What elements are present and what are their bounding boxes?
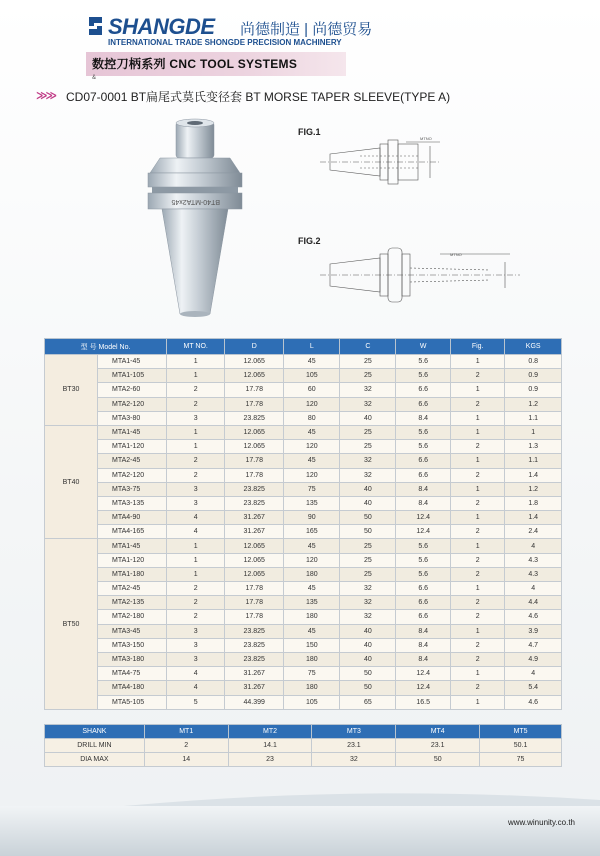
footer-bar xyxy=(0,806,600,856)
shank-cell: 14 xyxy=(144,753,228,767)
table-cell: 120 xyxy=(284,468,340,482)
table-cell: 165 xyxy=(284,525,340,539)
table-cell: 31.267 xyxy=(225,511,284,525)
table-cell: 0.8 xyxy=(505,355,562,369)
col-fig: Fig. xyxy=(450,339,504,355)
table-cell: 180 xyxy=(284,681,340,695)
table-cell: 1 xyxy=(167,553,225,567)
table-cell: 25 xyxy=(340,425,396,439)
table-cell: MTA4-90 xyxy=(97,511,166,525)
table-cell: 32 xyxy=(340,582,396,596)
spec-table-header xyxy=(45,339,562,355)
table-cell: MTA2-135 xyxy=(97,596,166,610)
table-cell: 1 xyxy=(505,425,562,439)
table-cell: 12.065 xyxy=(225,553,284,567)
table-cell: 6.6 xyxy=(396,596,451,610)
table-cell: 25 xyxy=(340,553,396,567)
table-cell: 4 xyxy=(505,539,562,553)
fig1-drawing xyxy=(320,132,470,192)
table-cell: 8.4 xyxy=(396,624,451,638)
table-cell: 4 xyxy=(505,582,562,596)
table-cell: 2 xyxy=(450,468,504,482)
table-cell: 1 xyxy=(450,454,504,468)
table-cell: 3.9 xyxy=(505,624,562,638)
shank-col-mt5: MT5 xyxy=(480,725,562,739)
table-cell: 120 xyxy=(284,440,340,454)
table-cell: 32 xyxy=(340,596,396,610)
table-cell: 50 xyxy=(340,681,396,695)
table-cell: 12.065 xyxy=(225,425,284,439)
table-cell: 2 xyxy=(450,596,504,610)
table-cell: 50 xyxy=(340,511,396,525)
table-cell: 135 xyxy=(284,496,340,510)
table-cell: 45 xyxy=(284,624,340,638)
table-cell: 8.4 xyxy=(396,411,451,425)
table-row xyxy=(45,383,562,397)
table-cell: MTA2-180 xyxy=(97,610,166,624)
table-cell: 4.6 xyxy=(505,695,562,709)
table-cell: 8.4 xyxy=(396,496,451,510)
table-cell: 5.6 xyxy=(396,567,451,581)
table-cell: 1.4 xyxy=(505,511,562,525)
col-model: 型 号 Model No. xyxy=(45,339,167,355)
table-row xyxy=(45,681,562,695)
table-cell: 2 xyxy=(167,596,225,610)
table-cell: 32 xyxy=(340,383,396,397)
table-cell: 50 xyxy=(340,525,396,539)
table-cell: 3 xyxy=(167,638,225,652)
table-cell: 120 xyxy=(284,553,340,567)
table-cell: 2 xyxy=(167,468,225,482)
table-cell: 31.267 xyxy=(225,681,284,695)
table-cell: 45 xyxy=(284,582,340,596)
table-cell: 180 xyxy=(284,652,340,666)
table-cell: 3 xyxy=(167,411,225,425)
table-cell: 17.78 xyxy=(225,397,284,411)
table-cell: 17.78 xyxy=(225,383,284,397)
table-row xyxy=(45,638,562,652)
product-title: CD07-0001 BT扁尾式莫氏变径套 BT MORSE TAPER SLEEVE(TYPE A) xyxy=(66,90,451,104)
table-cell: 23.825 xyxy=(225,638,284,652)
table-cell: 5.6 xyxy=(396,355,451,369)
table-cell: 45 xyxy=(284,355,340,369)
table-cell: 5.6 xyxy=(396,553,451,567)
table-cell: MTA3-180 xyxy=(97,652,166,666)
table-cell: 2 xyxy=(167,454,225,468)
table-cell: MTA1-180 xyxy=(97,567,166,581)
table-cell: 2 xyxy=(450,681,504,695)
table-cell: 5.6 xyxy=(396,369,451,383)
table-cell: MTA2-45 xyxy=(97,582,166,596)
brand-name-cn: 尚德制造 | 尚德贸易 xyxy=(240,21,373,38)
table-cell: 1 xyxy=(450,539,504,553)
table-cell: MTA2-120 xyxy=(97,397,166,411)
table-cell: 3 xyxy=(167,624,225,638)
table-cell: 8.4 xyxy=(396,638,451,652)
website-link[interactable]: www.winunity.co.th xyxy=(508,818,575,827)
table-cell: 5.6 xyxy=(396,440,451,454)
table-cell: 1 xyxy=(167,369,225,383)
table-cell: MTA1-105 xyxy=(97,369,166,383)
table-cell: 25 xyxy=(340,355,396,369)
table-cell: 44.399 xyxy=(225,695,284,709)
table-cell: 16.5 xyxy=(396,695,451,709)
table-cell: MTA2-60 xyxy=(97,383,166,397)
table-cell: 4 xyxy=(167,511,225,525)
table-cell: 25 xyxy=(340,567,396,581)
table-cell: 3 xyxy=(167,652,225,666)
table-cell: 12.065 xyxy=(225,440,284,454)
col-kgs: KGS xyxy=(505,339,562,355)
table-cell: 80 xyxy=(284,411,340,425)
table-cell: 150 xyxy=(284,638,340,652)
table-cell: 4 xyxy=(167,681,225,695)
table-row xyxy=(45,553,562,567)
table-cell: 17.78 xyxy=(225,468,284,482)
table-cell: 5.6 xyxy=(396,539,451,553)
table-cell: 105 xyxy=(284,369,340,383)
table-cell: 4.6 xyxy=(505,610,562,624)
table-row xyxy=(45,355,562,369)
table-cell: 6.6 xyxy=(396,610,451,624)
chevron-icon: ≫≫ xyxy=(36,90,56,102)
table-cell: 40 xyxy=(340,652,396,666)
table-cell: 45 xyxy=(284,454,340,468)
table-cell: MTA1-45 xyxy=(97,425,166,439)
shank-cell: 50.1 xyxy=(480,739,562,753)
table-cell: 40 xyxy=(340,482,396,496)
shank-cell: 23.1 xyxy=(312,739,396,753)
table-cell: MTA3-45 xyxy=(97,624,166,638)
table-cell: 1 xyxy=(167,539,225,553)
table-cell: 12.4 xyxy=(396,511,451,525)
shank-col-shank: SHANK xyxy=(45,725,145,739)
company-logo xyxy=(86,14,386,50)
table-row xyxy=(45,369,562,383)
table-cell: 1 xyxy=(450,411,504,425)
table-cell: 2 xyxy=(450,525,504,539)
table-cell: MTA5-105 xyxy=(97,695,166,709)
table-cell: MTA1-120 xyxy=(97,553,166,567)
shank-row xyxy=(45,753,562,767)
table-cell: 31.267 xyxy=(225,525,284,539)
table-cell: 2 xyxy=(450,567,504,581)
table-cell: 23.825 xyxy=(225,652,284,666)
table-cell: 1 xyxy=(450,383,504,397)
table-cell: MTA4-75 xyxy=(97,667,166,681)
table-cell: 32 xyxy=(340,610,396,624)
table-cell: 120 xyxy=(284,397,340,411)
table-row xyxy=(45,539,562,553)
table-cell: 32 xyxy=(340,454,396,468)
table-cell: 12.065 xyxy=(225,369,284,383)
shank-cell: 75 xyxy=(480,753,562,767)
shank-col-mt4: MT4 xyxy=(396,725,480,739)
table-row xyxy=(45,411,562,425)
table-row xyxy=(45,496,562,510)
table-cell: 5.6 xyxy=(396,425,451,439)
table-cell: 32 xyxy=(340,468,396,482)
table-cell: 1.1 xyxy=(505,411,562,425)
table-cell: 2 xyxy=(450,397,504,411)
table-cell: 3 xyxy=(167,482,225,496)
shank-cell: 23.1 xyxy=(396,739,480,753)
table-cell: 2 xyxy=(167,383,225,397)
table-cell: 1 xyxy=(450,582,504,596)
table-cell: 45 xyxy=(284,425,340,439)
table-cell: MTA1-45 xyxy=(97,539,166,553)
table-row xyxy=(45,596,562,610)
table-row xyxy=(45,397,562,411)
table-cell: 1 xyxy=(450,355,504,369)
group-label: BT50 xyxy=(45,539,98,709)
group-label: BT40 xyxy=(45,425,98,539)
shank-cell: DIA MAX xyxy=(45,753,145,767)
table-cell: 90 xyxy=(284,511,340,525)
category-mark: & xyxy=(92,75,97,81)
table-cell: 4 xyxy=(167,525,225,539)
table-cell: MTA1-45 xyxy=(97,355,166,369)
table-cell: 1 xyxy=(450,667,504,681)
table-cell: 31.267 xyxy=(225,667,284,681)
fig2-drawing xyxy=(320,244,520,306)
table-row xyxy=(45,482,562,496)
table-cell: 12.4 xyxy=(396,525,451,539)
table-cell: 12.065 xyxy=(225,567,284,581)
table-cell: 12.4 xyxy=(396,681,451,695)
table-cell: 4.9 xyxy=(505,652,562,666)
table-cell: 12.065 xyxy=(225,355,284,369)
table-cell: 6.6 xyxy=(396,454,451,468)
table-row xyxy=(45,525,562,539)
table-cell: 2 xyxy=(450,553,504,567)
table-cell: 45 xyxy=(284,539,340,553)
table-cell: MTA3-80 xyxy=(97,411,166,425)
table-row xyxy=(45,425,562,439)
table-cell: 17.78 xyxy=(225,596,284,610)
table-cell: 50 xyxy=(340,667,396,681)
fig2-dimension: MTNO xyxy=(450,252,462,257)
table-row xyxy=(45,468,562,482)
shank-col-mt1: MT1 xyxy=(144,725,228,739)
table-cell: 5.4 xyxy=(505,681,562,695)
product-photo xyxy=(140,118,250,318)
shank-cell: DRILL MIN xyxy=(45,739,145,753)
col-mt-no: MT NO. xyxy=(167,339,225,355)
fig2-label: FIG.2 xyxy=(298,236,321,246)
table-cell: 4 xyxy=(167,667,225,681)
table-cell: 17.78 xyxy=(225,454,284,468)
table-cell: 23.825 xyxy=(225,411,284,425)
table-cell: 25 xyxy=(340,440,396,454)
table-cell: 1.8 xyxy=(505,496,562,510)
table-cell: 4.3 xyxy=(505,567,562,581)
brand-subtitle: INTERNATIONAL TRADE SHONGDE PRECISION MACHINERY xyxy=(108,38,342,47)
shank-table xyxy=(44,724,562,767)
shank-cell: 23 xyxy=(228,753,312,767)
table-cell: 0.9 xyxy=(505,369,562,383)
table-cell: 23.825 xyxy=(225,496,284,510)
table-cell: 1.2 xyxy=(505,482,562,496)
table-cell: 2 xyxy=(450,440,504,454)
shank-col-mt3: MT3 xyxy=(312,725,396,739)
table-cell: MTA4-165 xyxy=(97,525,166,539)
table-cell: 1.1 xyxy=(505,454,562,468)
table-cell: 25 xyxy=(340,539,396,553)
shank-col-mt2: MT2 xyxy=(228,725,312,739)
col-w: W xyxy=(396,339,451,355)
table-cell: 1 xyxy=(167,425,225,439)
table-cell: MTA2-120 xyxy=(97,468,166,482)
table-cell: 2 xyxy=(450,496,504,510)
table-cell: MTA3-75 xyxy=(97,482,166,496)
table-cell: MTA3-135 xyxy=(97,496,166,510)
table-cell: 12.065 xyxy=(225,539,284,553)
photo-engraving: BT40-MTA2x45 xyxy=(171,198,220,205)
table-cell: MTA1-120 xyxy=(97,440,166,454)
table-cell: 2 xyxy=(167,610,225,624)
table-cell: 2 xyxy=(450,652,504,666)
table-cell: 2 xyxy=(450,369,504,383)
table-cell: 6.6 xyxy=(396,582,451,596)
table-cell: 1.4 xyxy=(505,468,562,482)
table-cell: 23.825 xyxy=(225,482,284,496)
table-cell: 75 xyxy=(284,482,340,496)
brand-name: SHANGDE xyxy=(108,14,215,39)
table-cell: 17.78 xyxy=(225,610,284,624)
table-cell: 1.2 xyxy=(505,397,562,411)
logo-mark-icon xyxy=(86,14,106,38)
table-cell: 6.6 xyxy=(396,397,451,411)
table-cell: 75 xyxy=(284,667,340,681)
table-row xyxy=(45,440,562,454)
table-cell: 2 xyxy=(450,638,504,652)
table-cell: 40 xyxy=(340,624,396,638)
table-cell: 65 xyxy=(340,695,396,709)
table-row xyxy=(45,567,562,581)
table-cell: 2 xyxy=(450,610,504,624)
table-cell: 60 xyxy=(284,383,340,397)
table-cell: 40 xyxy=(340,638,396,652)
table-cell: MTA4-180 xyxy=(97,681,166,695)
table-cell: 32 xyxy=(340,397,396,411)
fig1-dimension: MTNO xyxy=(420,136,432,141)
table-cell: 3 xyxy=(167,496,225,510)
shank-cell: 32 xyxy=(312,753,396,767)
table-cell: 2 xyxy=(167,397,225,411)
category-title: 数控刀柄系列 CNC TOOL SYSTEMS xyxy=(92,57,298,71)
group-label: BT30 xyxy=(45,355,98,426)
table-cell: 6.6 xyxy=(396,468,451,482)
shank-cell: 14.1 xyxy=(228,739,312,753)
table-cell: 2 xyxy=(167,582,225,596)
col-l: L xyxy=(284,339,340,355)
table-cell: 8.4 xyxy=(396,652,451,666)
table-row xyxy=(45,695,562,709)
table-cell: 1.3 xyxy=(505,440,562,454)
shank-table-header xyxy=(45,725,562,739)
table-cell: 0.9 xyxy=(505,383,562,397)
table-cell: MTA2-45 xyxy=(97,454,166,468)
table-cell: 25 xyxy=(340,369,396,383)
table-cell: 4.3 xyxy=(505,553,562,567)
table-row xyxy=(45,610,562,624)
table-cell: 180 xyxy=(284,567,340,581)
shank-cell: 50 xyxy=(396,753,480,767)
table-cell: 1 xyxy=(450,511,504,525)
table-cell: 1 xyxy=(167,355,225,369)
table-cell: 2.4 xyxy=(505,525,562,539)
table-row xyxy=(45,624,562,638)
table-cell: 8.4 xyxy=(396,482,451,496)
shank-cell: 2 xyxy=(144,739,228,753)
table-cell: 1 xyxy=(450,482,504,496)
table-cell: 1 xyxy=(167,440,225,454)
table-cell: 4.4 xyxy=(505,596,562,610)
table-cell: 17.78 xyxy=(225,582,284,596)
table-cell: 4.7 xyxy=(505,638,562,652)
table-cell: 1 xyxy=(167,567,225,581)
table-cell: 23.825 xyxy=(225,624,284,638)
table-row xyxy=(45,454,562,468)
table-cell: MTA3-150 xyxy=(97,638,166,652)
spec-table xyxy=(44,338,562,710)
col-d: D xyxy=(225,339,284,355)
shank-row xyxy=(45,739,562,753)
table-row xyxy=(45,511,562,525)
table-cell: 5 xyxy=(167,695,225,709)
table-cell: 1 xyxy=(450,425,504,439)
table-row xyxy=(45,582,562,596)
fig1-label: FIG.1 xyxy=(298,127,321,137)
table-cell: 40 xyxy=(340,411,396,425)
table-cell: 12.4 xyxy=(396,667,451,681)
table-cell: 6.6 xyxy=(396,383,451,397)
table-row xyxy=(45,667,562,681)
table-row xyxy=(45,652,562,666)
table-cell: 4 xyxy=(505,667,562,681)
table-cell: 1 xyxy=(450,695,504,709)
table-cell: 180 xyxy=(284,610,340,624)
table-cell: 105 xyxy=(284,695,340,709)
table-cell: 1 xyxy=(450,624,504,638)
table-cell: 135 xyxy=(284,596,340,610)
col-c: C xyxy=(340,339,396,355)
table-cell: 40 xyxy=(340,496,396,510)
